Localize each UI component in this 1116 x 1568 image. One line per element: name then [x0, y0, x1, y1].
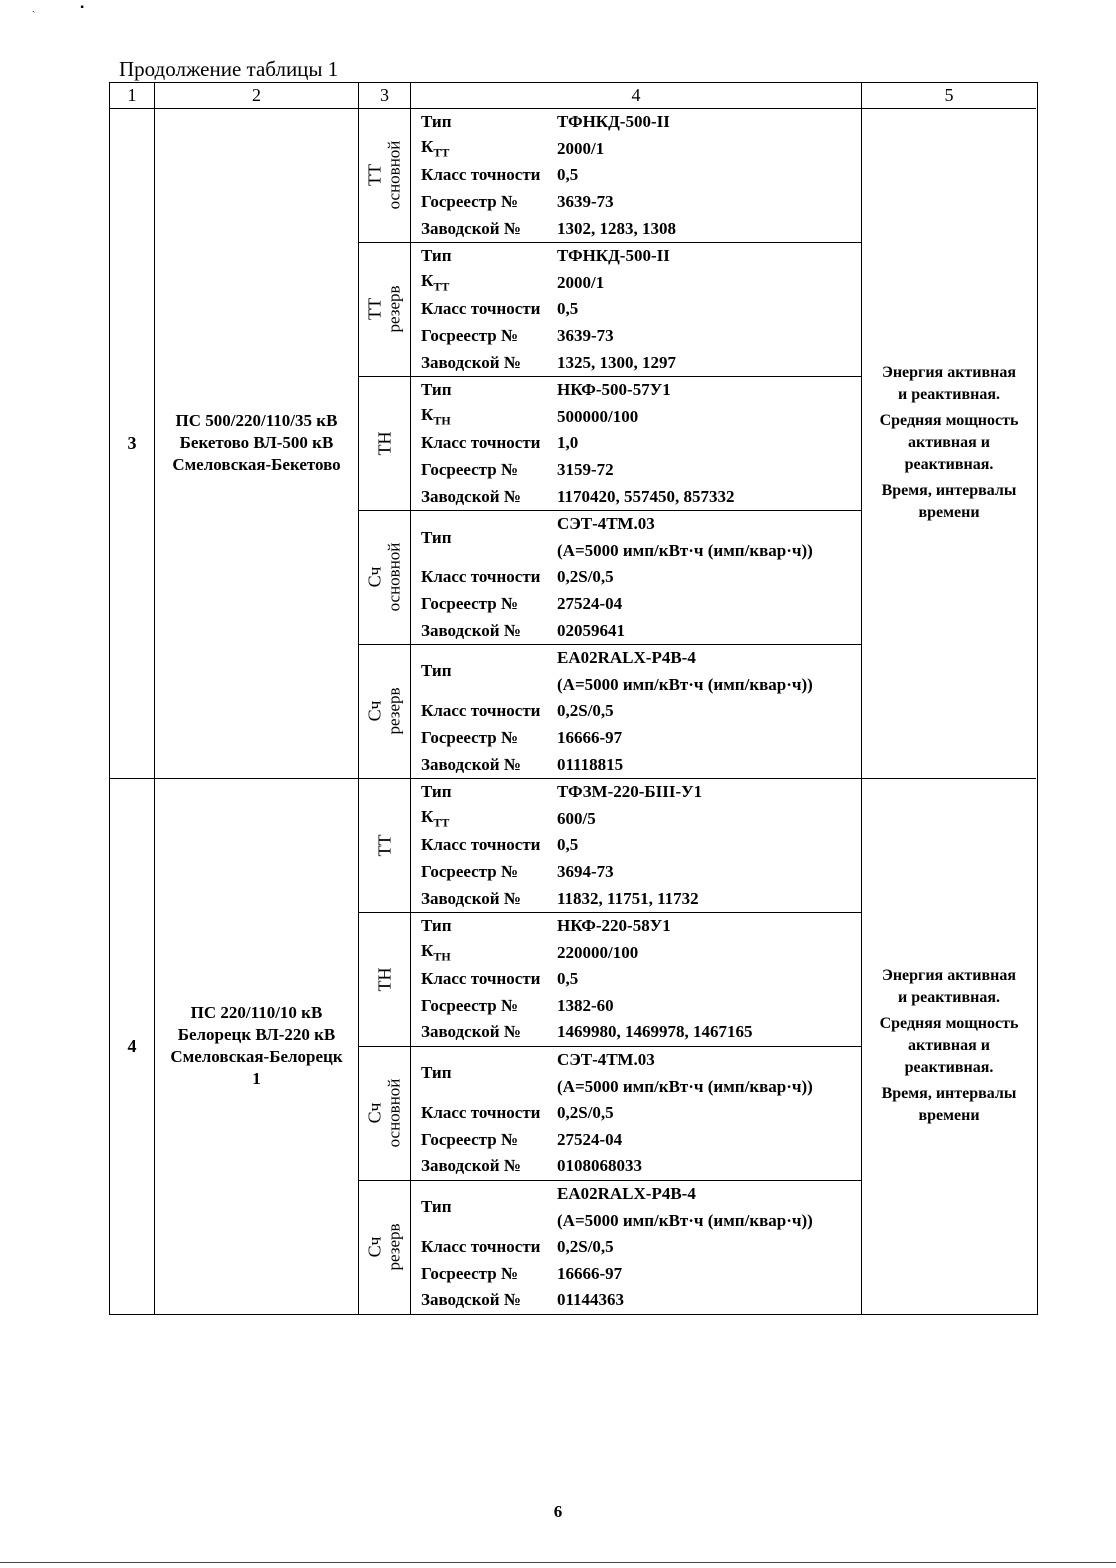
row-key: Класс точности — [421, 835, 541, 855]
group-type: ТТ — [364, 298, 385, 321]
group-type: Сч — [364, 1236, 385, 1258]
row-key: Класс точности — [421, 567, 541, 587]
group-row — [411, 349, 861, 376]
group-row — [411, 189, 861, 216]
equipment-group — [359, 377, 861, 511]
row-value-line: СЭТ-4ТМ.03 — [557, 1050, 655, 1070]
measured-values-line: и реактивная. — [897, 989, 1001, 1007]
group-row — [411, 913, 861, 940]
group-row — [411, 993, 861, 1020]
row-value: 01144363 — [557, 1290, 625, 1310]
group-rows — [411, 1047, 861, 1180]
row-key: Тип — [421, 380, 452, 400]
object-name-line: ПС 220/110/10 кВ — [190, 1003, 323, 1023]
measured-values-line: Средняя мощность — [879, 412, 1019, 430]
measured-values-line: Энергия активная — [881, 967, 1017, 985]
row-value: 01118815 — [557, 754, 624, 774]
row-value: 1,0 — [557, 433, 579, 453]
row-value-line: (А=5000 имп/кВт·ч (имп/квар·ч)) — [557, 1076, 813, 1096]
group-rows — [411, 243, 861, 376]
row-value: 16666-97 — [557, 1263, 623, 1283]
group-row — [411, 591, 861, 618]
group-row-type — [411, 645, 861, 698]
row-key: Тип — [421, 1197, 452, 1217]
equipment-group — [359, 645, 861, 778]
group-row — [411, 1019, 861, 1046]
object-name-lines — [170, 1002, 342, 1090]
object-name — [155, 779, 359, 1314]
bottom-rule — [0, 1562, 1116, 1563]
group-label-text — [365, 286, 403, 333]
group-rows — [411, 377, 861, 510]
row-value-line: EA02RALX-P4B-4 — [557, 648, 696, 668]
row-value: 27524-04 — [557, 593, 623, 613]
equipment-groups — [359, 779, 862, 1314]
group-row — [411, 564, 861, 591]
row-key: Госреестр № — [421, 995, 519, 1015]
row-value: НКФ-500-57У1 — [557, 380, 671, 400]
group-role: резерв — [384, 687, 404, 735]
row-value: 3694-73 — [557, 861, 614, 881]
group-type: Сч — [364, 1102, 385, 1124]
group-row — [411, 617, 861, 644]
measured-values-line: Средняя мощность — [879, 1015, 1019, 1033]
row-value: 600/5 — [557, 808, 596, 828]
row-value: 0,2S/0,5 — [557, 567, 614, 587]
group-rows — [411, 1181, 861, 1314]
row-key: $К_{ТН}$ — [421, 941, 451, 964]
row-key: Класс точности — [421, 1103, 541, 1123]
row-key: Класс точности — [421, 299, 541, 319]
row-key: Класс точности — [421, 701, 541, 721]
row-key: Тип — [421, 1063, 452, 1083]
row-key: Госреестр № — [421, 861, 519, 881]
row-key: Госреестр № — [421, 192, 519, 212]
row-key: $К_{ТТ}$ — [421, 271, 450, 294]
group-rows — [411, 779, 861, 912]
row-value: 02059641 — [557, 620, 625, 640]
equipment-group — [359, 1181, 861, 1314]
row-value: НКФ-220-58У1 — [557, 916, 671, 936]
measured-values — [862, 779, 1036, 1314]
row-key: Тип — [421, 527, 452, 547]
group-label — [359, 1047, 411, 1180]
row-key: Госреестр № — [421, 1129, 519, 1149]
group-row — [411, 751, 861, 778]
row-value-line: СЭТ-4ТМ.03 — [557, 514, 655, 534]
row-value: ТФЗМ-220-БIII-У1 — [557, 782, 703, 802]
row-value: 0,2S/0,5 — [557, 1237, 614, 1257]
group-label — [359, 109, 411, 242]
object-name-line: 1 — [252, 1069, 261, 1089]
row-value: 500000/100 — [557, 406, 639, 426]
row-key: Тип — [421, 661, 452, 681]
row-value: ТФНКД-500-II — [557, 112, 670, 132]
group-role: резерв — [384, 285, 404, 333]
group-row — [411, 1100, 861, 1127]
row-key: Заводской № — [421, 620, 521, 640]
group-type: ТТ — [374, 834, 394, 857]
group-label — [359, 377, 411, 510]
row-key: Госреестр № — [421, 460, 519, 480]
measured-values-line: реактивная. — [904, 1059, 994, 1077]
row-value: 0108068033 — [557, 1156, 642, 1176]
equipment-group — [359, 913, 861, 1047]
group-type: ТТ — [364, 164, 385, 187]
row-key: $К_{ТН}$ — [421, 405, 451, 428]
measured-values-line: реактивная. — [904, 456, 994, 474]
row-key: $К_{ТТ}$ — [421, 807, 450, 830]
row-value: 3639-73 — [557, 192, 614, 212]
group-row — [411, 698, 861, 725]
equipment-group — [359, 243, 861, 377]
group-row — [411, 296, 861, 323]
measured-values-line: Время, интервалы — [881, 482, 1017, 500]
header-col-4: 4 — [411, 83, 862, 109]
row-value: 1325, 1300, 1297 — [557, 352, 676, 372]
group-row — [411, 109, 861, 136]
row-key: Класс точности — [421, 433, 541, 453]
row-value: 0,5 — [557, 299, 579, 319]
measured-values-line: времени — [918, 1107, 980, 1125]
group-row — [411, 430, 861, 457]
object-name-line: Смеловская-Белорецк — [170, 1047, 343, 1067]
row-value-line: EA02RALX-P4B-4 — [557, 1184, 696, 1204]
equipment-table — [109, 82, 1038, 1315]
group-row — [411, 832, 861, 859]
group-row — [411, 404, 861, 431]
group-row — [411, 725, 861, 752]
row-key: Госреестр № — [421, 326, 519, 346]
group-label-text — [366, 543, 404, 612]
row-value — [557, 511, 861, 564]
group-role: основной — [384, 141, 404, 210]
group-type: ТН — [374, 967, 394, 992]
page-number: 6 — [553, 1502, 563, 1521]
group-row — [411, 215, 861, 242]
group-row — [411, 377, 861, 404]
group-row — [411, 1261, 861, 1288]
header-col-2: 2 — [155, 83, 359, 109]
group-row-type — [411, 511, 861, 564]
group-row — [411, 1127, 861, 1154]
object-name-line: Смеловская-Бекетово — [172, 455, 341, 475]
row-value: 16666-97 — [557, 727, 623, 747]
row-value: 0,5 — [557, 969, 579, 989]
row-value: 0,2S/0,5 — [557, 1103, 614, 1123]
group-row — [411, 270, 861, 297]
row-value: 1382-60 — [557, 995, 614, 1015]
group-row — [411, 966, 861, 993]
row-key: Заводской № — [421, 352, 521, 372]
group-row — [411, 136, 861, 163]
row-key: Заводской № — [421, 1022, 521, 1042]
row-key: Госреестр № — [421, 1263, 519, 1283]
header-col-3: 3 — [359, 83, 411, 109]
group-rows — [411, 511, 861, 644]
row-value: 11832, 11751, 11732 — [557, 888, 699, 908]
row-value: 0,5 — [557, 165, 579, 185]
group-row — [411, 483, 861, 510]
group-rows — [411, 645, 861, 778]
group-label-text — [366, 1079, 404, 1148]
group-type: Сч — [364, 700, 385, 722]
row-key: Тип — [421, 782, 452, 802]
group-label — [359, 779, 411, 912]
group-row — [411, 779, 861, 806]
scan-specks: ˎ ▪ — [32, 2, 84, 13]
measured-values-line: Энергия активная — [881, 364, 1017, 382]
group-type: Сч — [364, 566, 385, 588]
row-key: Тип — [421, 916, 452, 936]
group-row-type — [411, 1047, 861, 1100]
group-row — [411, 885, 861, 912]
row-key: Класс точности — [421, 969, 541, 989]
group-label-text — [366, 141, 404, 210]
row-key: Госреестр № — [421, 593, 519, 613]
group-row — [411, 859, 861, 886]
row-key: Класс точности — [421, 165, 541, 185]
row-value: 27524-04 — [557, 1129, 623, 1149]
group-label — [359, 511, 411, 644]
equipment-group — [359, 109, 861, 243]
group-label-text — [365, 1224, 403, 1271]
row-value — [557, 645, 861, 698]
row-key: Госреестр № — [421, 727, 519, 747]
group-type: ТН — [374, 431, 394, 456]
group-label-text — [375, 431, 394, 455]
group-label — [359, 1181, 411, 1314]
group-row — [411, 1234, 861, 1261]
row-value: 1469980, 1469978, 1467165 — [557, 1022, 753, 1042]
group-label-text — [365, 688, 403, 735]
measured-values-line: активная и — [907, 1037, 991, 1055]
group-role: основной — [384, 1078, 404, 1148]
row-value: 220000/100 — [557, 942, 639, 962]
row-value: 0,2S/0,5 — [557, 701, 614, 721]
row-number: 3 — [110, 109, 155, 778]
row-value: 3639-73 — [557, 326, 614, 346]
measured-values-line: Время, интервалы — [881, 1085, 1017, 1103]
group-label-text — [375, 834, 394, 856]
object-name-line: Белорецк ВЛ-220 кВ — [177, 1025, 336, 1045]
object-name-lines — [172, 410, 340, 476]
row-value: 2000/1 — [557, 272, 605, 292]
equipment-group — [359, 1047, 861, 1181]
group-row — [411, 162, 861, 189]
header-col-1: 1 — [110, 83, 155, 109]
row-key: $К_{ТТ}$ — [421, 137, 450, 160]
equipment-groups — [359, 109, 862, 778]
group-label — [359, 913, 411, 1046]
group-row — [411, 457, 861, 484]
measured-values-line: времени — [918, 504, 980, 522]
group-label-text — [375, 967, 394, 991]
group-role: резерв — [384, 1223, 404, 1271]
header-col-5: 5 — [862, 83, 1036, 109]
group-row — [411, 939, 861, 966]
row-value: 1170420, 557450, 857332 — [557, 486, 735, 506]
object-name-line: Бекетово ВЛ-500 кВ — [179, 433, 334, 453]
group-label — [359, 645, 411, 778]
group-label — [359, 243, 411, 376]
row-value: ТФНКД-500-II — [557, 246, 670, 266]
row-key: Заводской № — [421, 218, 521, 238]
group-rows — [411, 109, 861, 242]
group-row — [411, 805, 861, 832]
row-value: 0,5 — [557, 835, 579, 855]
measured-values — [862, 109, 1036, 778]
group-row — [411, 323, 861, 350]
group-rows — [411, 913, 861, 1046]
object-name-line: ПС 500/220/110/35 кВ — [175, 411, 338, 431]
row-value: 2000/1 — [557, 138, 605, 158]
row-value-line: (А=5000 имп/кВт·ч (имп/квар·ч)) — [557, 1210, 813, 1230]
group-row — [411, 1153, 861, 1180]
row-key: Класс точности — [421, 1237, 541, 1257]
row-key: Заводской № — [421, 754, 521, 774]
row-value-line: (А=5000 имп/кВт·ч (имп/квар·ч)) — [557, 540, 813, 560]
group-row — [411, 243, 861, 270]
row-key: Тип — [421, 112, 452, 132]
object-name — [155, 109, 359, 778]
row-key: Тип — [421, 246, 452, 266]
measured-values-line: активная и — [907, 434, 991, 452]
group-row — [411, 1287, 861, 1314]
row-value — [557, 1181, 861, 1234]
row-key: Заводской № — [421, 1156, 521, 1176]
table-caption: Продолжение таблицы 1 — [119, 57, 339, 81]
group-row-type — [411, 1181, 861, 1234]
row-key: Заводской № — [421, 486, 521, 506]
measured-values-line: и реактивная. — [897, 386, 1001, 404]
equipment-group — [359, 779, 861, 913]
row-key: Заводской № — [421, 888, 521, 908]
row-value-line: (А=5000 имп/кВт·ч (имп/квар·ч)) — [557, 674, 813, 694]
equipment-group — [359, 511, 861, 645]
row-value — [557, 1047, 861, 1100]
group-role: основной — [384, 542, 404, 612]
row-key: Заводской № — [421, 1290, 521, 1310]
row-value: 3159-72 — [557, 460, 614, 480]
row-value: 1302, 1283, 1308 — [557, 218, 676, 238]
row-number: 4 — [110, 779, 155, 1314]
